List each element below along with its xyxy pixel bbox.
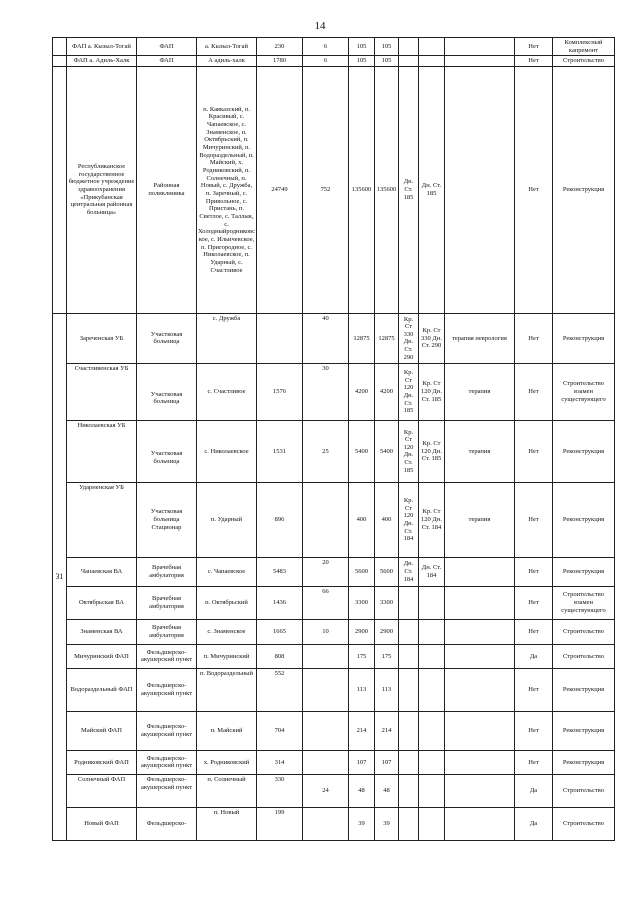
facility-name: Водораздельный ФАП: [67, 668, 137, 711]
population: 330: [257, 774, 303, 807]
population: 230: [257, 38, 303, 56]
facility-type: ФАП: [137, 56, 197, 67]
area-2: 107: [375, 750, 399, 774]
facilities-table: [52, 37, 615, 841]
beds-1: Кр. Ст 120 Дн. Ст. 184: [399, 482, 419, 557]
profile: [445, 750, 515, 774]
facility-location: с. Дружба: [197, 313, 257, 363]
area-2: 12875: [375, 313, 399, 363]
beds-1: Кр. Ст 120 Дн. Ст. 185: [399, 363, 419, 420]
staff: [303, 807, 349, 840]
flag: Нет: [515, 56, 553, 67]
table-row: [53, 482, 615, 557]
facility-location: А адиль-халк: [197, 56, 257, 67]
facility-location: п. Октябрьский: [197, 586, 257, 619]
area-1: 4200: [349, 363, 375, 420]
table-row: [53, 750, 615, 774]
facility-name: Счастливенская УБ: [67, 363, 137, 420]
action: Реконструкция: [553, 66, 615, 313]
area-1: 5600: [349, 557, 375, 586]
area-1: 105: [349, 56, 375, 67]
beds-1: [399, 750, 419, 774]
area-1: 105: [349, 38, 375, 56]
beds-2: [419, 644, 445, 668]
staff: [303, 644, 349, 668]
flag: Нет: [515, 38, 553, 56]
flag: Нет: [515, 482, 553, 557]
population: 552: [257, 668, 303, 711]
table-row: [53, 363, 615, 420]
area-2: 39: [375, 807, 399, 840]
action: Строительство: [553, 56, 615, 67]
flag: Нет: [515, 557, 553, 586]
profile: [445, 38, 515, 56]
staff: 6: [303, 56, 349, 67]
staff: 40: [303, 313, 349, 363]
beds-1: Кр. Ст 330 Дн. Ст. 290: [399, 313, 419, 363]
action: Реконструкция: [553, 482, 615, 557]
facility-location: с. Чапаевское: [197, 557, 257, 586]
beds-2: [419, 774, 445, 807]
profile: терапия: [445, 420, 515, 482]
area-2: 4200: [375, 363, 399, 420]
action: Реконструкция: [553, 420, 615, 482]
facility-type: Фельдшерско-акушерский пункт: [137, 644, 197, 668]
facility-name: Ударненская УБ: [67, 482, 137, 557]
population: 1531: [257, 420, 303, 482]
flag: Нет: [515, 619, 553, 644]
beds-2: Кр. Ст 120 Дн. Ст. 185: [419, 420, 445, 482]
facility-location: с. Знаменское: [197, 619, 257, 644]
facility-location: п. Водораздельный: [197, 668, 257, 711]
population: 896: [257, 482, 303, 557]
table-row: [53, 807, 615, 840]
flag: Нет: [515, 668, 553, 711]
staff: [303, 750, 349, 774]
beds-2: [419, 619, 445, 644]
table-row: [53, 56, 615, 67]
population: 1576: [257, 363, 303, 420]
population: [257, 313, 303, 363]
flag: Нет: [515, 363, 553, 420]
area-2: 175: [375, 644, 399, 668]
population: 24749: [257, 66, 303, 313]
flag: Да: [515, 774, 553, 807]
facility-name: Мичуринский ФАП: [67, 644, 137, 668]
facility-name: Республиканское государственное бюджетное учреждение здравоохранения «Прикубанская центральная районная больница»: [67, 66, 137, 313]
facility-name: Николаевская УБ: [67, 420, 137, 482]
beds-1: [399, 586, 419, 619]
facility-type: Участковая больница: [137, 313, 197, 363]
area-2: 5600: [375, 557, 399, 586]
facility-location: п. Кавказский, п. Красивый, с. Чапаевское, с. Знаменское, п. Октябрьский, п. Мичуринский, п. Водораздельный, п. Майский, х. Родниковский, п. Солнечный, п. Новый, с. Дружба, п. Заречный, с. Привольное, с. Пристань, п. Светлое, с. Таллык, с. Холодныйродниковское, с. Ильичевское, п. Пригородное, с. Николаевское, п. Ударный, с. Счастливое: [197, 66, 257, 313]
beds-1: Дн. Ст. 184: [399, 557, 419, 586]
facility-type: Фельдшерско-: [137, 807, 197, 840]
table-row: [53, 619, 615, 644]
facility-location: с. Николаевское: [197, 420, 257, 482]
population: 199: [257, 807, 303, 840]
facility-location: п. Майский: [197, 711, 257, 750]
area-1: 400: [349, 482, 375, 557]
facility-name: ФАП а. Адиль-Халк: [67, 56, 137, 67]
beds-1: Кр. Ст 120 Дн. Ст. 185: [399, 420, 419, 482]
facility-location: с. Счастливое: [197, 363, 257, 420]
beds-1: [399, 644, 419, 668]
facility-name: Солнечный ФАП: [67, 774, 137, 807]
population: 5483: [257, 557, 303, 586]
flag: Нет: [515, 586, 553, 619]
staff: 10: [303, 619, 349, 644]
facility-type: Фельдшерско-акушерский пункт: [137, 711, 197, 750]
facility-location: п. Новый: [197, 807, 257, 840]
action: Строительство взамен существующего: [553, 586, 615, 619]
staff: [303, 482, 349, 557]
facility-name: Новый ФАП: [67, 807, 137, 840]
beds-2: Дн. Ст. 185: [419, 66, 445, 313]
profile: терапия: [445, 482, 515, 557]
facility-name: Знаменская ВА: [67, 619, 137, 644]
facility-type: Участковая больница Стационар: [137, 482, 197, 557]
table-row: [53, 586, 615, 619]
table-row: [53, 711, 615, 750]
area-2: 3300: [375, 586, 399, 619]
profile: [445, 66, 515, 313]
area-1: 113: [349, 668, 375, 711]
staff: [303, 711, 349, 750]
area-1: 48: [349, 774, 375, 807]
area-2: 2900: [375, 619, 399, 644]
area-1: 5400: [349, 420, 375, 482]
facility-type: Врачебная амбулатория: [137, 619, 197, 644]
area-2: 5400: [375, 420, 399, 482]
staff: 6: [303, 38, 349, 56]
action: Реконструкция: [553, 750, 615, 774]
facility-type: Участковая больница: [137, 363, 197, 420]
beds-2: Кр. Ст 120 Дн. Ст. 185: [419, 363, 445, 420]
beds-1: [399, 774, 419, 807]
flag: Нет: [515, 420, 553, 482]
beds-2: [419, 586, 445, 619]
action: Реконструкция: [553, 668, 615, 711]
flag: Нет: [515, 711, 553, 750]
area-2: 135600: [375, 66, 399, 313]
beds-2: Кр. Ст 120 Дн. Ст. 184: [419, 482, 445, 557]
facility-name: Октябрьская ВА: [67, 586, 137, 619]
staff: 24: [303, 774, 349, 807]
beds-2: [419, 750, 445, 774]
profile: [445, 711, 515, 750]
page-number: 14: [314, 20, 326, 32]
table-row: [53, 66, 615, 313]
staff: [303, 668, 349, 711]
facility-type: Участковая больница: [137, 420, 197, 482]
profile: [445, 619, 515, 644]
staff: 752: [303, 66, 349, 313]
action: Строительство: [553, 807, 615, 840]
table-row: [53, 644, 615, 668]
area-2: 214: [375, 711, 399, 750]
facility-type: ФАП: [137, 38, 197, 56]
facility-name: ФАП а. Кызыл-Тогай: [67, 38, 137, 56]
staff: 20: [303, 557, 349, 586]
beds-1: [399, 38, 419, 56]
population: 808: [257, 644, 303, 668]
facility-name: Чапаевская ВА: [67, 557, 137, 586]
profile: терапия неврология: [445, 313, 515, 363]
flag: Нет: [515, 66, 553, 313]
facility-type: Районная поликлиника: [137, 66, 197, 313]
population: 704: [257, 711, 303, 750]
action: Реконструкция: [553, 711, 615, 750]
area-2: 400: [375, 482, 399, 557]
action: Строительство: [553, 774, 615, 807]
action: Реконструкция: [553, 557, 615, 586]
area-1: 39: [349, 807, 375, 840]
area-1: 214: [349, 711, 375, 750]
table-row: [53, 420, 615, 482]
facility-type: Фельдшерско-акушерский пункт: [137, 750, 197, 774]
action: Реконструкция: [553, 313, 615, 363]
area-1: 135600: [349, 66, 375, 313]
beds-1: Дн. Ст. 185: [399, 66, 419, 313]
area-1: 12875: [349, 313, 375, 363]
beds-1: [399, 807, 419, 840]
beds-1: [399, 619, 419, 644]
profile: [445, 56, 515, 67]
beds-2: [419, 38, 445, 56]
area-1: 107: [349, 750, 375, 774]
staff: 66: [303, 586, 349, 619]
staff: 25: [303, 420, 349, 482]
population: 1780: [257, 56, 303, 67]
profile: [445, 586, 515, 619]
table-row: [53, 313, 615, 363]
facility-location: х. Родниковский: [197, 750, 257, 774]
row-number: 31: [53, 313, 67, 840]
facility-name: Майский ФАП: [67, 711, 137, 750]
population: 1665: [257, 619, 303, 644]
area-1: 2900: [349, 619, 375, 644]
profile: [445, 644, 515, 668]
area-2: 105: [375, 38, 399, 56]
beds-2: [419, 807, 445, 840]
beds-2: Кр. Ст 330 Дн. Ст. 290: [419, 313, 445, 363]
area-1: 175: [349, 644, 375, 668]
facility-location: п. Ударный: [197, 482, 257, 557]
table-row: [53, 38, 615, 56]
facility-location: а. Кызыл-Тогай: [197, 38, 257, 56]
area-2: 105: [375, 56, 399, 67]
facility-type: Врачебная амбулатория: [137, 557, 197, 586]
facility-name: Родниковский ФАП: [67, 750, 137, 774]
beds-2: Дн. Ст. 184: [419, 557, 445, 586]
beds-2: [419, 56, 445, 67]
beds-2: [419, 711, 445, 750]
facility-type: Фельдшерско-акушерский пункт: [137, 774, 197, 807]
flag: Да: [515, 644, 553, 668]
action: Строительство взамен существующего: [553, 363, 615, 420]
profile: [445, 668, 515, 711]
population: 1436: [257, 586, 303, 619]
profile: [445, 774, 515, 807]
beds-1: [399, 668, 419, 711]
flag: Нет: [515, 750, 553, 774]
table-row: [53, 668, 615, 711]
action: Комплексный капремонт: [553, 38, 615, 56]
population: 314: [257, 750, 303, 774]
area-2: 113: [375, 668, 399, 711]
action: Строительство: [553, 619, 615, 644]
profile: [445, 557, 515, 586]
action: Строительство: [553, 644, 615, 668]
table-row: [53, 774, 615, 807]
flag: Да: [515, 807, 553, 840]
beds-1: [399, 56, 419, 67]
beds-1: [399, 711, 419, 750]
profile: [445, 807, 515, 840]
flag: Нет: [515, 313, 553, 363]
profile: терапия: [445, 363, 515, 420]
facility-location: п. Солнечный: [197, 774, 257, 807]
table-row: [53, 557, 615, 586]
beds-2: [419, 668, 445, 711]
staff: 30: [303, 363, 349, 420]
facility-type: Врачебная амбулатория: [137, 586, 197, 619]
facility-name: Зареченская УБ: [67, 313, 137, 363]
area-1: 3300: [349, 586, 375, 619]
area-2: 48: [375, 774, 399, 807]
facility-type: Фельдшерско-акушерский пункт: [137, 668, 197, 711]
facility-location: п. Мичуринский: [197, 644, 257, 668]
